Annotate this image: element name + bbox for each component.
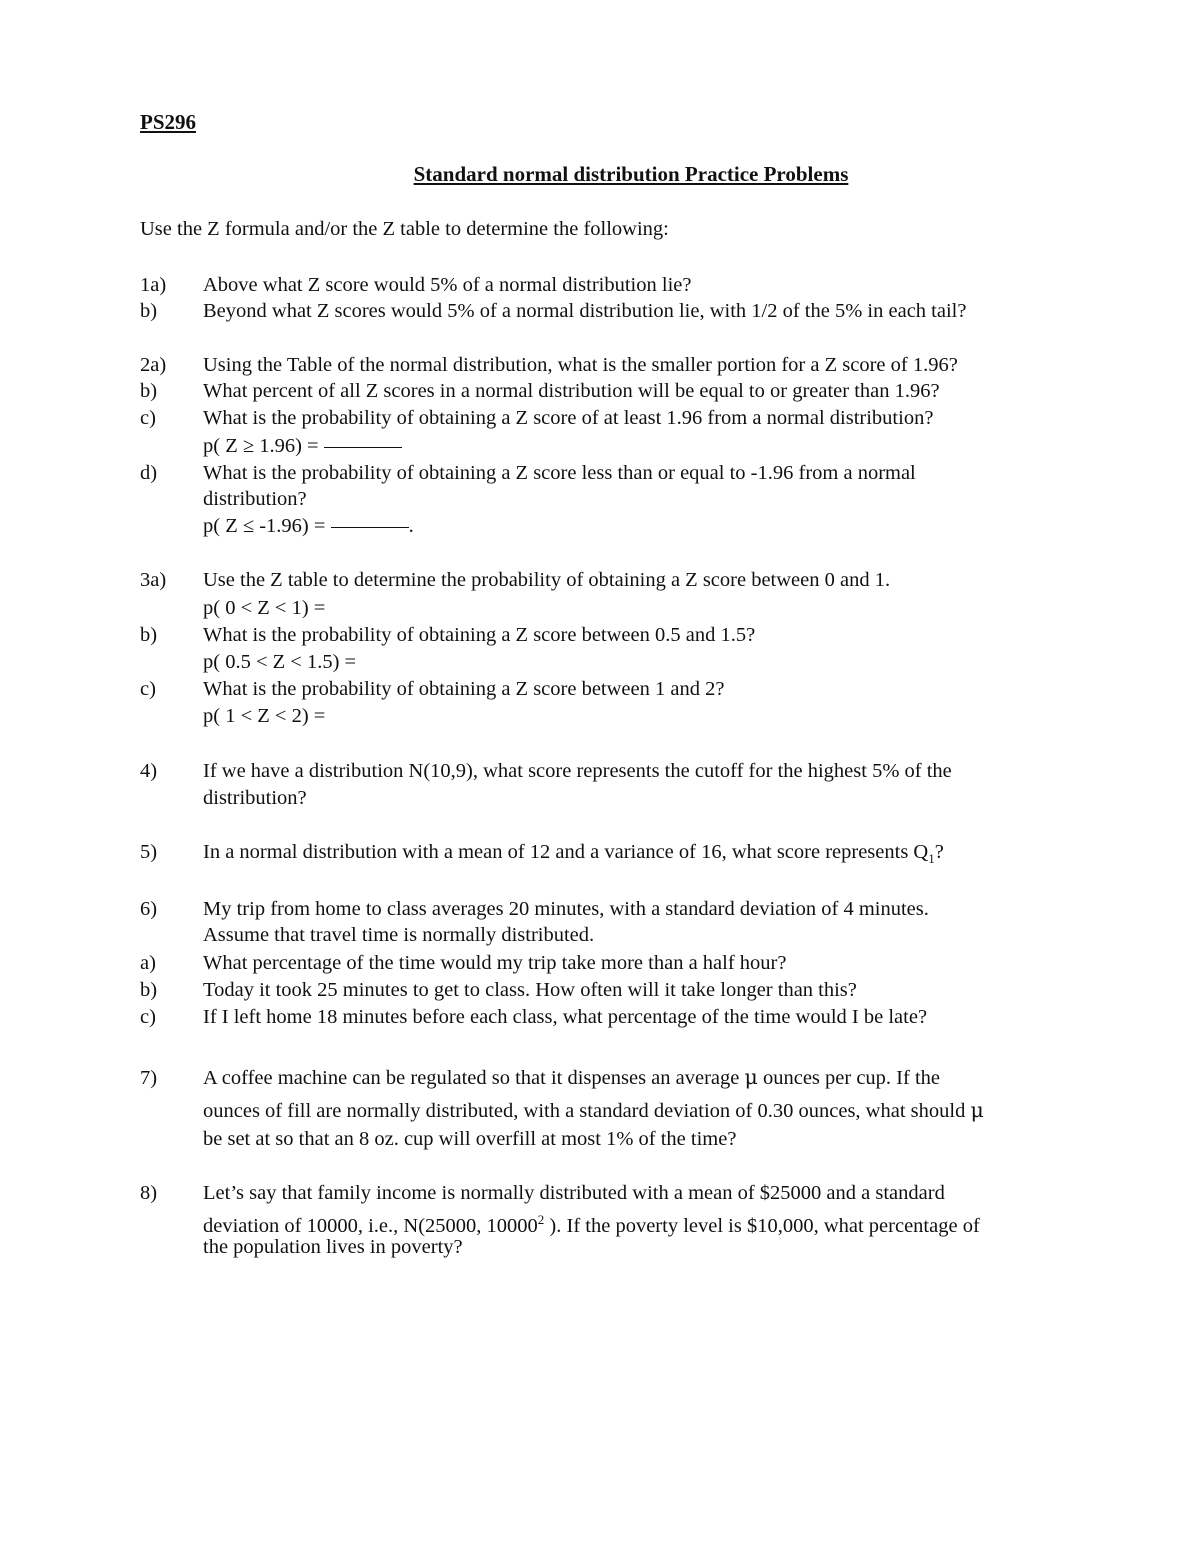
problem-label: c) [140,1006,156,1028]
problem-3a [140,567,890,593]
problem-text: If we have a distribution N(10,9), what score represents the cutoff for the highest 5% of the [203,760,952,782]
problem-text: What percent of all Z scores in a normal distribution will be equal to or greater than 1.96? [203,380,940,402]
problem-8 [140,1180,945,1206]
problem-text-cont: ounces per cup. If the [757,1067,940,1089]
problem-5 [140,839,944,872]
problem-2c-formula [203,433,402,459]
answer-blank [324,446,402,448]
problem-text: Above what Z score would 5% of a normal distribution lie? [203,274,692,296]
problem-text: Using the Table of the normal distribution, what is the smaller portion for a Z score of 1.96? [203,354,958,376]
problem-2c [140,405,933,431]
formula-text: p( Z ≤ -1.96) = [203,515,331,537]
problem-6 [140,896,929,922]
problem-text: deviation of 10000, i.e., N(25000, 10000 [203,1214,538,1237]
problem-1b [140,298,966,324]
problem-label: 1a) [140,274,167,296]
problem-text: Today it took 25 minutes to get to class. How often will it take longer than this? [203,979,857,1001]
problem-2d-continued: distribution? [203,488,307,510]
problem-2d [140,460,916,486]
problem-text: In a normal distribution with a mean of 12 and a variance of 16, what score represents Q [203,841,929,863]
problem-label: b) [140,979,158,1001]
problem-label: 7) [140,1067,158,1089]
problem-text-cont: ). If the poverty level is $10,000, what percentage of [544,1214,980,1237]
problem-6a [140,950,786,976]
mu-symbol: μ [744,1065,758,1089]
problem-label: 6) [140,898,158,920]
problem-label: 8) [140,1182,158,1204]
problem-3c [140,676,724,702]
problem-8-continued-2: the population lives in poverty? [203,1236,463,1258]
problem-text: Beyond what Z scores would 5% of a normal distribution lie, with 1/2 of the 5% in each tail? [203,300,967,322]
problem-text: What is the probability of obtaining a Z score between 1 and 2? [203,678,725,700]
problem-text: Let’s say that family income is normally distributed with a mean of $25000 and a standard [203,1182,945,1204]
problem-7-continued [203,1097,984,1124]
mu-symbol: μ [970,1098,984,1122]
problem-text: If I left home 18 minutes before each class, what percentage of the time would I be late? [203,1006,928,1028]
problem-label: 5) [140,841,158,863]
problem-label: 2a) [140,354,167,376]
problem-label: d) [140,462,158,484]
problem-2b [140,378,940,404]
formula-text: p( Z ≥ 1.96) = [203,435,324,457]
problem-3b [140,622,755,648]
instructions: Use the Z formula and/or the Z table to determine the following: [140,218,669,240]
problem-7 [140,1064,940,1091]
problem-label: a) [140,952,156,974]
problem-text: ounces of fill are normally distributed, with a standard deviation of 0.30 ounces, what should [203,1100,971,1122]
problem-text: What percentage of the time would my trip take more than a half hour? [203,952,787,974]
problem-text: My trip from home to class averages 20 minutes, with a standard deviation of 4 minutes. [203,898,929,920]
formula-end: . [408,515,414,537]
problem-text: Use the Z table to determine the probability of obtaining a Z score between 0 and 1. [203,569,891,591]
course-code: PS296 [140,110,197,134]
problem-2d-formula [203,513,414,539]
problem-4 [140,758,952,784]
problem-2a [140,352,958,378]
problem-3b-formula: p( 0.5 < Z < 1.5) = [203,651,357,673]
problem-text: What is the probability of obtaining a Z score of at least 1.96 from a normal distribution? [203,407,934,429]
problem-6c [140,1004,927,1030]
problem-label: 4) [140,760,158,782]
problem-3a-formula: p( 0 < Z < 1) = [203,597,326,619]
problem-1a [140,272,691,298]
problem-label: c) [140,407,156,429]
problem-label: b) [140,380,158,402]
problem-label: b) [140,624,158,646]
page-title: Standard normal distribution Practice Problems [413,162,849,186]
problem-text: What is the probability of obtaining a Z score between 0.5 and 1.5? [203,624,756,646]
problem-text: What is the probability of obtaining a Z score less than or equal to -1.96 from a normal [203,462,916,484]
problem-6-continued: Assume that travel time is normally distributed. [203,924,595,946]
problem-label: 3a) [140,569,167,591]
problem-6b [140,977,857,1003]
problem-label: b) [140,300,158,322]
problem-4-continued: distribution? [203,787,307,809]
problem-7-continued-2: be set at so that an 8 oz. cup will overfill at most 1% of the time? [203,1128,737,1150]
answer-blank [331,526,409,528]
problem-3c-formula: p( 1 < Z < 2) = [203,705,326,727]
subscript: 1 [928,851,935,867]
problem-text-end: ? [934,841,944,863]
superscript: 2 [537,1212,545,1227]
problem-text: A coffee machine can be regulated so that it dispenses an average [203,1067,745,1089]
problem-label: c) [140,678,156,700]
